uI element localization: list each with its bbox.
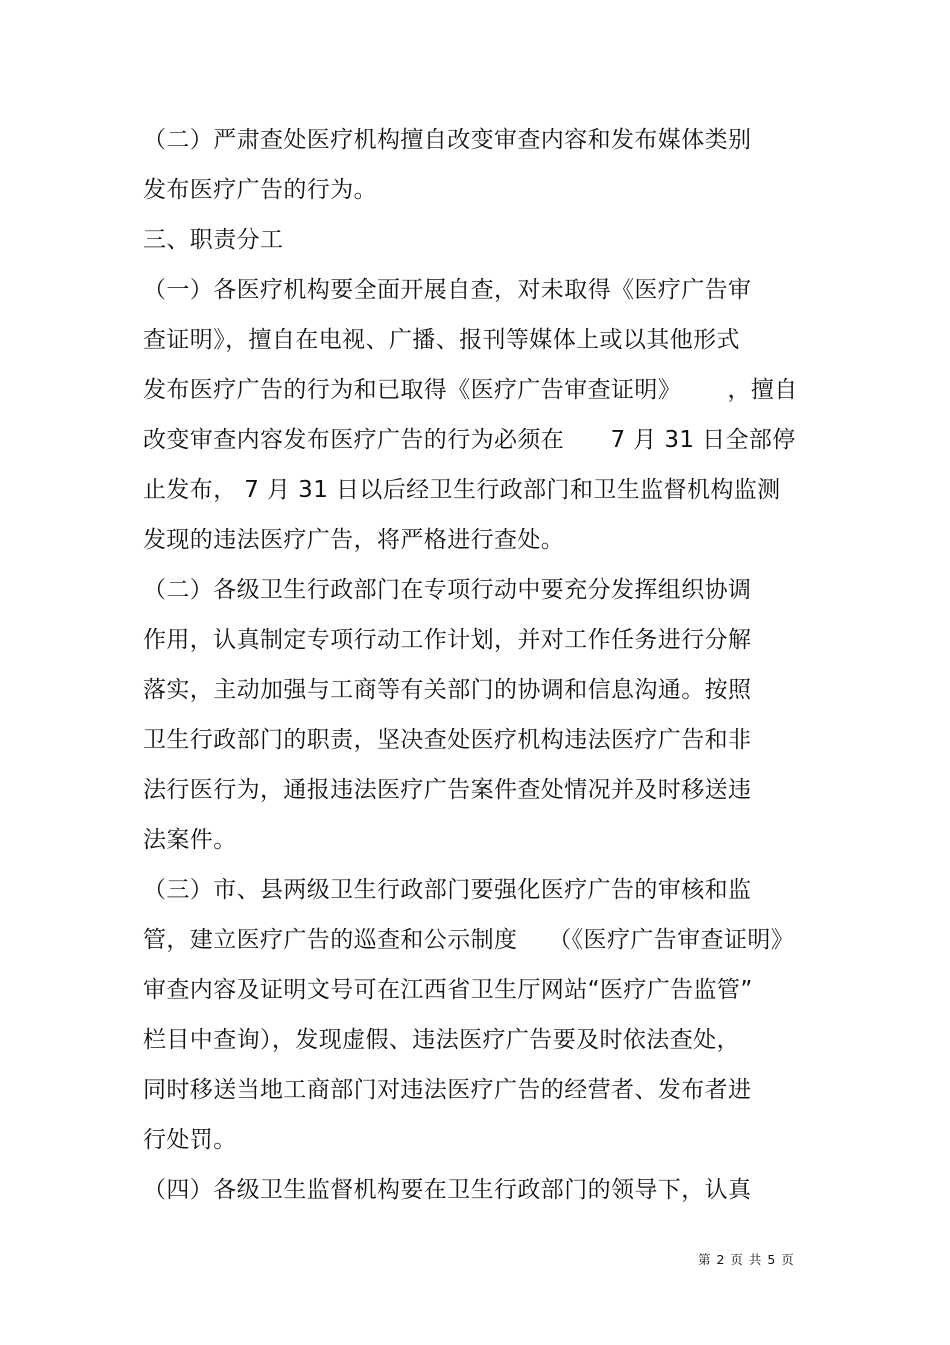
text-line-6: 发布医疗广告的行为和已取得《医疗广告审查证明》 ，擅自 [143,377,798,403]
text-line-22: （四）各级卫生监督机构要在卫生行政部门的领导下，认真 [143,1177,752,1203]
text-line-13: 卫生行政部门的职责，坚决查处医疗机构违法医疗广告和非 [143,727,752,753]
text-line-18: 审查内容及证明文号可在江西省卫生厅网站“医疗广告监管” [143,977,753,1003]
text-line-19: 栏目中查询），发现虚假、违法医疗广告要及时依法查处， [143,1027,740,1053]
text-line-20: 同时移送当地工商部门对违法医疗广告的经营者、发布者进 [143,1077,752,1103]
text-line-14: 法行医行为，通报违法医疗广告案件查处情况并及时移送违 [143,777,752,803]
text-line-5: 查证明》，擅自在电视、广播、报刊等媒体上或以其他形式 [143,327,740,353]
text-line-16: （三）市、县两级卫生行政部门要强化医疗广告的审核和监 [143,877,752,903]
text-line-9: 发现的违法医疗广告，将严格进行查处。 [143,527,565,553]
text-line-4: （一）各医疗机构要全面开展自查，对未取得《医疗广告审 [143,277,752,303]
text-line-12: 落实，主动加强与工商等有关部门的协调和信息沟通。按照 [143,677,752,703]
text-line-21: 行处罚。 [143,1127,237,1153]
text-line-15: 法案件。 [143,827,237,853]
text-line-2: 发布医疗广告的行为。 [143,177,377,203]
text-line-1: （二）严肃查处医疗机构擅自改变审查内容和发布媒体类别 [143,127,752,153]
page-number: 第 2 页 共 5 页 [698,1252,795,1267]
text-line-17: 管，建立医疗广告的巡查和公示制度 （《医疗广告审查证明》 [143,927,795,953]
text-line-11: 作用，认真制定专项行动工作计划，并对工作任务进行分解 [143,627,752,653]
text-line-10: （二）各级卫生行政部门在专项行动中要充分发挥组织协调 [143,577,752,603]
text-line-8: 止发布， 7 月 31 日以后经卫生行政部门和卫生监督机构监测 [143,477,781,503]
section-heading: 三、职责分工 [143,227,284,253]
text-line-7: 改变审查内容发布医疗广告的行为必须在 7 月 31 日全部停 [143,427,796,453]
